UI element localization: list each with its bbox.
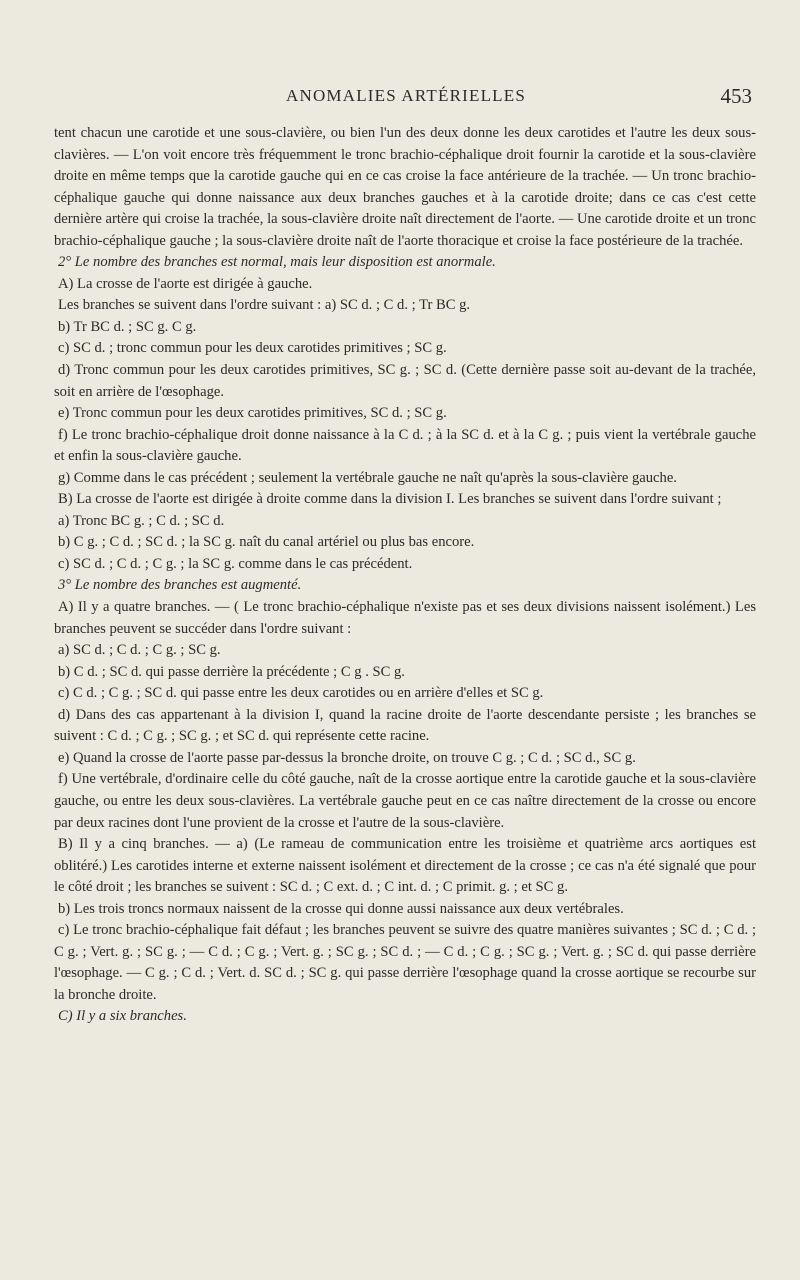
paragraph: B) Il y a cinq branches. — a) (Le rameau de communication entre les troisième et quatrième arcs aortiques est oblitéré.) Les carotides interne et externe naissent isolément et directement de la crosse ; ce cas n'a été signalé que pour le côté droit ; les branches se suivent : SC d. ; C ext. d. ; C int. d. ; C primit. g. ; et SC g. [54, 836, 756, 896]
list-item: b) C g. ; C d. ; SC d. ; la SC g. naît du canal artériel ou plus bas encore. [58, 534, 475, 551]
paragraph: tent chacun une carotide et une sous-clavière, ou bien l'un des deux donne les deux carotides et l'autre les deux sous-clavières. — L'on voit encore très fréquemment le tronc brachio-céphalique droit fournir la carotide et la sous-clavière droite en même temps que la carotide gauche qui en ce cas croise la face antérieure de la trachée. — Un tronc brachio-céphalique gauche qui donne naissance aux deux branches gauches et à la carotide droite; dans ce cas c'est cette dernière artère qui croise la trachée, la sous-clavière droite naît directement de l'aorte. — Une carotide droite et un tronc brachio-céphalique gauche ; la sous-clavière droite naît de l'aorte thoracique et croise la face postérieure de la trachée. [54, 125, 756, 249]
list-item: e) Tronc commun pour les deux carotides primitives, SC d. ; SC g. [58, 405, 447, 422]
running-title: ANOMALIES ARTÉRIELLES [286, 86, 526, 105]
paragraph: B) La crosse de l'aorte est dirigée à droite comme dans la division I. Les branches se suivent dans l'ordre suivant ; [58, 491, 722, 508]
list-item: c) Le tronc brachio-céphalique fait défaut ; les branches peuvent se suivre des quatre manières suivantes ; SC d. ; C d. ; C g. ; Vert. g. ; SC g. ; — C d. ; C g. ; Vert. g. ; SC g. ; SC d. ; — C d. ; C g. ; SC g. ; Vert. g. ; SC d. qui passe derrière l'œsophage. — C g. ; C d. ; Vert. d. SC d. ; SC g. qui passe derrière l'œsophage quand la crosse aortique se recourbe sur la bronche droite. [54, 922, 756, 1003]
list-item: f) Le tronc brachio-céphalique droit donne naissance à la C d. ; à la SC d. et à la C g. ; puis vient la vertébrale gauche et enfin la sous-clavière gauche. [54, 426, 756, 465]
list-item: b) C d. ; SC d. qui passe derrière la précédente ; C g . SC g. [58, 663, 405, 680]
paragraph: A) Il y a quatre branches. — ( Le tronc brachio-céphalique n'existe pas et ses deux divisions naissent isolément.) Les branches peuvent se succéder dans l'ordre suivant : [54, 599, 756, 637]
section-heading: 2° Le nombre des branches est normal, mais leur disposition est anormale. [58, 254, 496, 271]
list-item: a) SC d. ; C d. ; C g. ; SC g. [58, 642, 221, 659]
page-number: 453 [720, 84, 752, 108]
list-item: a) Tronc BC g. ; C d. ; SC d. [58, 512, 225, 529]
body-text [54, 123, 756, 1028]
list-item: f) Une vertébrale, d'ordinaire celle du côté gauche, naît de la crosse aortique entre la carotide gauche et la sous-clavière gauche, ou entre les deux sous-clavières. La vertébrale gauche peut en ce cas naître directement de la crosse ou encore par deux racines dont l'une provient de la crosse et l'autre de la sous-clavière. [54, 771, 756, 831]
list-item: d) Tronc commun pour les deux carotides primitives, SC g. ; SC d. (Cette dernière passe soit au-devant de la trachée, soit en arrière de l'œsophage. [54, 362, 756, 400]
list-item: b) Tr BC d. ; SC g. C g. [58, 318, 197, 335]
list-item: c) C d. ; C g. ; SC d. qui passe entre les deux carotides ou en arrière d'elles et SC g. [58, 685, 544, 702]
list-item: c) SC d. ; C d. ; C g. ; la SC g. comme dans le cas précédent. [58, 555, 413, 572]
paragraph: Les branches se suivent dans l'ordre suivant : a) SC d. ; C d. ; Tr BC g. [58, 297, 471, 314]
list-item: e) Quand la crosse de l'aorte passe par-dessus la bronche droite, on trouve C g. ; C d. ; SC d., SC g. [58, 749, 636, 766]
list-item: g) Comme dans le cas précédent ; seulement la vertébrale gauche ne naît qu'après la sous-clavière gauche. [58, 469, 677, 486]
page-header [54, 86, 758, 110]
list-item: d) Dans des cas appartenant à la division I, quand la racine droite de l'aorte descendante persiste ; les branches se suivent : C d. ; C g. ; SC g. ; et SC d. qui représente cette racine. [54, 706, 756, 745]
list-item: c) SC d. ; tronc commun pour les deux carotides primitives ; SC g. [58, 340, 447, 357]
section-heading: C) Il y a six branches. [58, 1008, 187, 1025]
paragraph: A) La crosse de l'aorte est dirigée à gauche. [58, 275, 313, 292]
list-item: b) Les trois troncs normaux naissent de la crosse qui donne aussi naissance aux deux vertébrales. [58, 900, 624, 917]
section-heading: 3° Le nombre des branches est augmenté. [58, 577, 302, 594]
